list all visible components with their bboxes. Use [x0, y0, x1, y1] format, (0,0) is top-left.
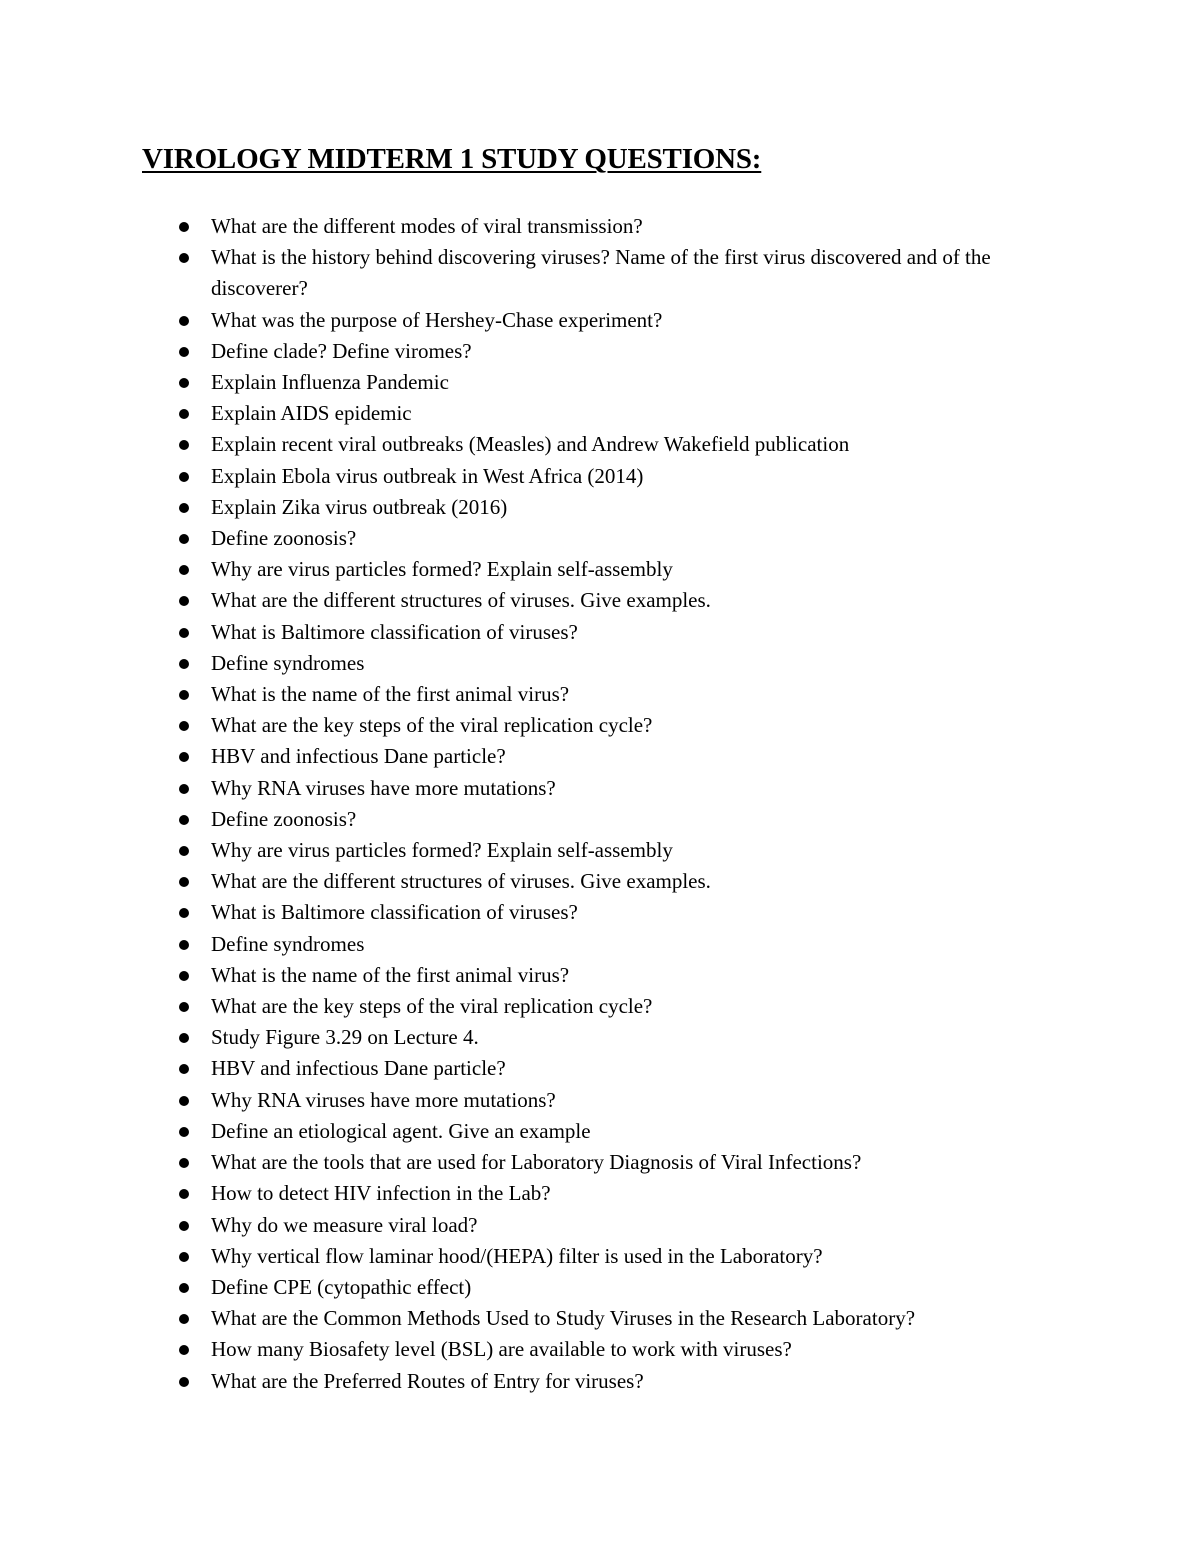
question-text: What are the Preferred Routes of Entry for viruses? — [211, 1368, 644, 1393]
question-item — [0, 305, 1200, 336]
bullet-icon — [179, 565, 189, 575]
question-text: What is the history behind discovering viruses? Name of the first virus discovered and of the discoverer? — [211, 245, 991, 301]
bullet-icon — [179, 1002, 189, 1012]
bullet-icon — [179, 1158, 189, 1168]
question-text: Why vertical flow laminar hood/(HEPA) filter is used in the Laboratory? — [211, 1243, 823, 1268]
question-text: HBV and infectious Dane particle? — [211, 744, 506, 769]
question-item — [0, 1334, 1200, 1365]
question-text: Why do we measure viral load? — [211, 1212, 478, 1237]
question-item — [0, 960, 1200, 991]
bullet-icon — [179, 472, 189, 482]
bullet-icon — [179, 253, 189, 263]
question-item — [0, 461, 1200, 492]
question-text: What are the tools that are used for Laboratory Diagnosis of Viral Infections? — [211, 1150, 862, 1175]
question-item — [0, 1022, 1200, 1053]
question-text: Study Figure 3.29 on Lecture 4. — [211, 1025, 479, 1050]
question-text: How to detect HIV infection in the Lab? — [211, 1181, 551, 1206]
question-text: What is Baltimore classification of viruses? — [211, 619, 578, 644]
question-item — [0, 1116, 1200, 1147]
bullet-icon — [179, 222, 189, 232]
question-item — [0, 773, 1200, 804]
bullet-icon — [179, 1033, 189, 1043]
question-item — [0, 804, 1200, 835]
question-item — [0, 1366, 1200, 1397]
question-item — [0, 835, 1200, 866]
question-text: Define zoonosis? — [211, 526, 357, 551]
question-text: Why are virus particles formed? Explain self-assembly — [211, 557, 673, 582]
question-text: How many Biosafety level (BSL) are available to work with viruses? — [211, 1337, 792, 1362]
question-item — [0, 211, 1200, 242]
question-item — [0, 648, 1200, 679]
bullet-icon — [179, 628, 189, 638]
question-item — [0, 367, 1200, 398]
bullet-icon — [179, 1096, 189, 1106]
bullet-icon — [179, 596, 189, 606]
question-text: Explain Zika virus outbreak (2016) — [211, 494, 508, 519]
bullet-icon — [179, 721, 189, 731]
question-item — [0, 1272, 1200, 1303]
question-text: Define zoonosis? — [211, 806, 357, 831]
bullet-icon — [179, 971, 189, 981]
question-text: Why RNA viruses have more mutations? — [211, 1087, 556, 1112]
bullet-icon — [179, 1377, 189, 1387]
question-text: What is Baltimore classification of viruses? — [211, 900, 578, 925]
question-text: Define clade? Define viromes? — [211, 338, 472, 363]
question-text: Define CPE (cytopathic effect) — [211, 1274, 472, 1299]
question-item — [0, 1178, 1200, 1209]
question-text: Define syndromes — [211, 931, 365, 956]
question-item — [0, 242, 1200, 304]
question-item — [0, 741, 1200, 772]
question-item — [0, 585, 1200, 616]
question-text: HBV and infectious Dane particle? — [211, 1056, 506, 1081]
bullet-icon — [179, 1345, 189, 1355]
question-item — [0, 897, 1200, 928]
question-text: What is the name of the first animal virus? — [211, 682, 570, 707]
question-item — [0, 523, 1200, 554]
question-text: Define an etiological agent. Give an example — [211, 1118, 591, 1143]
bullet-icon — [179, 690, 189, 700]
question-item — [0, 1210, 1200, 1241]
question-text: Explain Influenza Pandemic — [211, 370, 449, 395]
question-text: What are the key steps of the viral replication cycle? — [211, 994, 653, 1019]
bullet-icon — [179, 877, 189, 887]
question-item — [0, 554, 1200, 585]
question-item — [0, 1085, 1200, 1116]
question-item — [0, 866, 1200, 897]
bullet-icon — [179, 378, 189, 388]
bullet-icon — [179, 1064, 189, 1074]
bullet-icon — [179, 316, 189, 326]
document-title: VIROLOGY MIDTERM 1 STUDY QUESTIONS: — [142, 143, 762, 175]
question-text: What are the Common Methods Used to Study Viruses in the Research Laboratory? — [211, 1306, 916, 1331]
bullet-icon — [179, 503, 189, 513]
bullet-icon — [179, 440, 189, 450]
question-item — [0, 1241, 1200, 1272]
question-item — [0, 1147, 1200, 1178]
question-text: What are the different structures of viruses. Give examples. — [211, 588, 711, 613]
bullet-icon — [179, 908, 189, 918]
bullet-icon — [179, 1283, 189, 1293]
bullet-icon — [179, 1127, 189, 1137]
question-text: Explain recent viral outbreaks (Measles) and Andrew Wakefield publication — [211, 432, 850, 457]
question-text: Why are virus particles formed? Explain self-assembly — [211, 838, 673, 863]
question-text: What are the different modes of viral transmission? — [211, 214, 643, 238]
question-item — [0, 617, 1200, 648]
question-item — [0, 492, 1200, 523]
question-item — [0, 710, 1200, 741]
question-item — [0, 429, 1200, 460]
question-item — [0, 1303, 1200, 1334]
bullet-icon — [179, 752, 189, 762]
bullet-icon — [179, 409, 189, 419]
question-item — [0, 336, 1200, 367]
question-text: What are the key steps of the viral replication cycle? — [211, 713, 653, 738]
question-text: What was the purpose of Hershey-Chase experiment? — [211, 307, 663, 332]
question-item — [0, 679, 1200, 710]
bullet-icon — [179, 1221, 189, 1231]
bullet-icon — [179, 1252, 189, 1262]
bullet-icon — [179, 534, 189, 544]
question-item — [0, 991, 1200, 1022]
question-item — [0, 1053, 1200, 1084]
question-text: Define syndromes — [211, 650, 365, 675]
bullet-icon — [179, 1314, 189, 1324]
bullet-icon — [179, 659, 189, 669]
bullet-icon — [179, 347, 189, 357]
question-text: Explain Ebola virus outbreak in West Africa (2014) — [211, 463, 644, 488]
bullet-icon — [179, 846, 189, 856]
question-list — [0, 211, 1200, 1397]
question-text: Why RNA viruses have more mutations? — [211, 775, 556, 800]
bullet-icon — [179, 784, 189, 794]
question-item — [0, 929, 1200, 960]
question-text: What are the different structures of viruses. Give examples. — [211, 869, 711, 894]
question-text: What is the name of the first animal virus? — [211, 962, 570, 987]
bullet-icon — [179, 940, 189, 950]
question-text: Explain AIDS epidemic — [211, 401, 412, 426]
bullet-icon — [179, 815, 189, 825]
bullet-icon — [179, 1189, 189, 1199]
question-item — [0, 398, 1200, 429]
